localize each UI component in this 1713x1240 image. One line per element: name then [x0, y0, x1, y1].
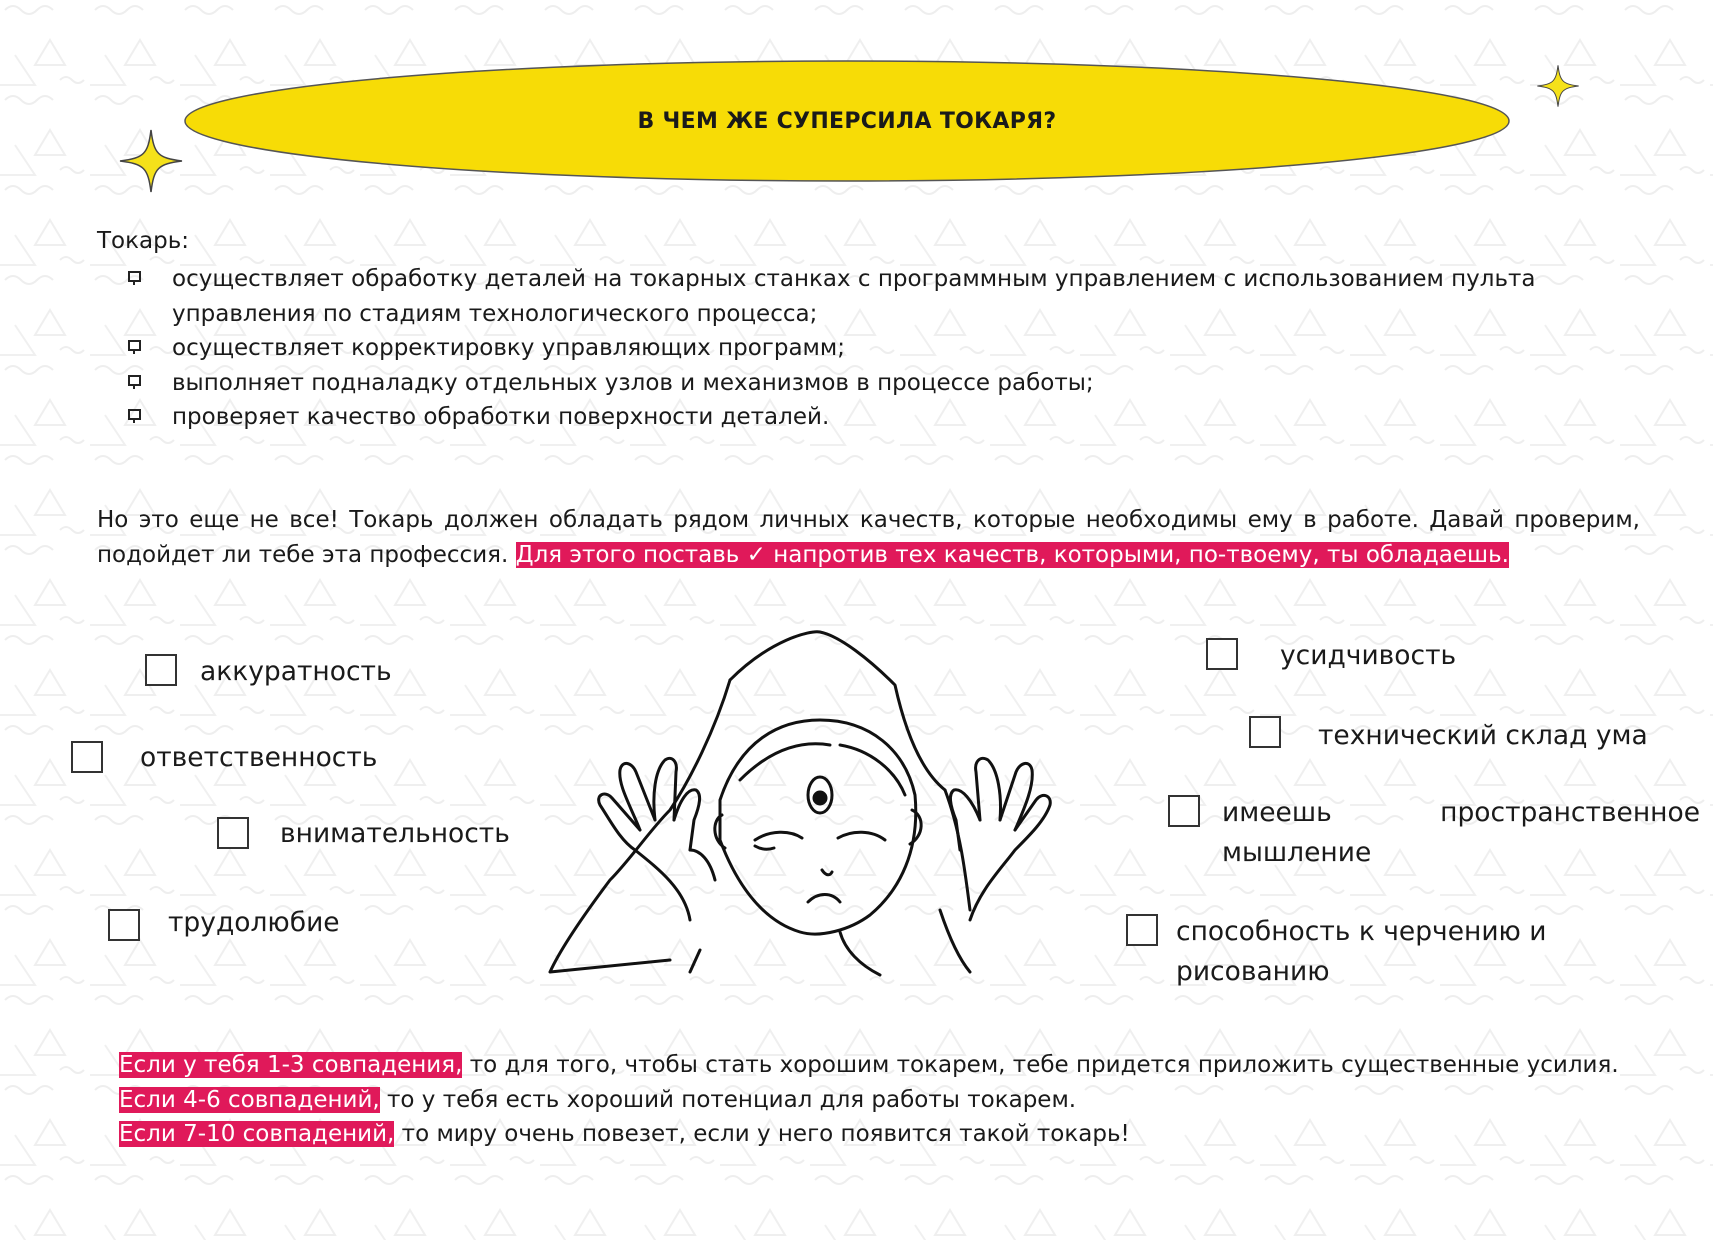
list-item: [128, 262, 1640, 331]
quality-label: аккуратность: [200, 656, 392, 687]
instruction-paragraph: [97, 503, 1640, 572]
result-text: то миру очень повезет, если у него появится такой токарь!: [394, 1121, 1130, 1147]
checkbox-responsibility[interactable]: [71, 741, 103, 773]
quality-label: технический склад ума: [1318, 720, 1648, 751]
checkbox-diligence[interactable]: [108, 909, 140, 941]
result-highlight: Если 7-10 совпадений,: [119, 1121, 395, 1147]
list-item: [128, 331, 1640, 366]
duty-text: проверяет качество обработки поверхности деталей.: [172, 404, 830, 430]
result-highlight: Если у тебя 1-3 совпадения,: [119, 1052, 463, 1078]
quality-label: трудолюбие: [168, 907, 340, 938]
duty-text: выполняет подналадку отдельных узлов и механизмов в процессе работы;: [172, 369, 1094, 396]
duty-list: [128, 262, 1640, 435]
checkbox-technical-mind[interactable]: [1249, 716, 1281, 748]
results-block: [119, 1048, 1687, 1152]
result-line: [119, 1117, 1687, 1152]
sparkle-star-small-icon: [1536, 64, 1580, 108]
duty-text: осуществляет обработку деталей на токарных станках с программным управлением с использованием пульта управления по стадиям технологического процесса;: [172, 266, 1536, 327]
square-bullet-icon: [128, 271, 142, 285]
list-item: [128, 366, 1640, 401]
result-text: то для того, чтобы стать хорошим токарем, тебе придется приложить существенные усилия.: [462, 1052, 1619, 1078]
checkbox-spatial-thinking[interactable]: [1168, 795, 1200, 827]
square-bullet-icon: [128, 340, 142, 354]
square-bullet-icon: [128, 409, 142, 423]
quality-label: имеешь пространственное мышление: [1222, 797, 1700, 868]
sparkle-star-icon: [118, 128, 184, 194]
result-highlight: Если 4-6 совпадений,: [119, 1086, 380, 1113]
checkbox-accuracy[interactable]: [145, 654, 177, 686]
checkbox-attentiveness[interactable]: [217, 817, 249, 849]
thinking-girl-illustration: [540, 620, 1100, 990]
list-item: [128, 400, 1640, 435]
quality-label: усидчивость: [1280, 640, 1457, 671]
result-line: [119, 1048, 1687, 1083]
page-title: В ЧЕМ ЖЕ СУПЕРСИЛА ТОКАРЯ?: [637, 108, 1057, 134]
checkbox-perseverance[interactable]: [1206, 638, 1238, 670]
square-bullet-icon: [128, 375, 142, 389]
quality-label: ответственность: [140, 742, 378, 773]
result-line: [119, 1083, 1687, 1118]
paragraph-highlight: Для этого поставь ✓ напротив тех качеств, которыми, по-твоему, ты обладаешь.: [515, 541, 1509, 568]
result-text: то у тебя есть хороший потенциал для работы токарем.: [379, 1086, 1077, 1113]
quality-label: способность к черчению и рисованию: [1176, 916, 1547, 987]
intro-label: Токарь:: [97, 228, 190, 254]
quality-label: внимательность: [280, 818, 510, 849]
paragraph-text: Но это еще не все! Токарь должен обладать рядом личных качеств, которые необходимы ему в работе. Давай проверим, подойдет ли тебе эта профессия.: [97, 507, 1640, 568]
duty-text: осуществляет корректировку управляющих программ;: [172, 335, 845, 361]
checkbox-drawing-ability[interactable]: [1126, 914, 1158, 946]
